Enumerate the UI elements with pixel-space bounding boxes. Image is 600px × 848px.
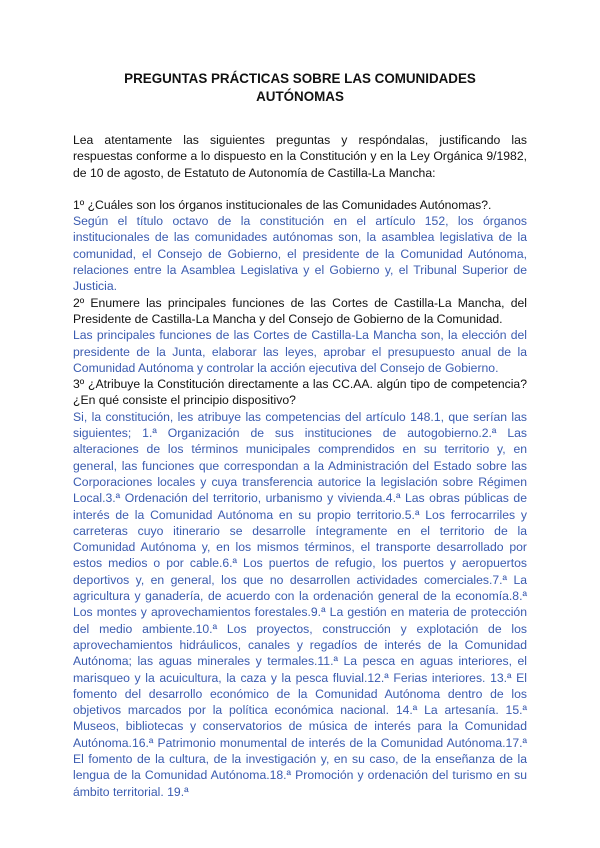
- question-2: 2º Enumere las principales funciones de las Cortes de Castilla-La Mancha, del Presidente de Castilla-La Mancha y del Consejo de Gobierno de la Comunidad.: [73, 295, 527, 326]
- question-1: 1º ¿Cuáles son los órganos institucionales de las Comunidades Autónomas?.: [73, 197, 492, 212]
- page-title: PREGUNTAS PRÁCTICAS SOBRE LAS COMUNIDADES AUTÓNOMAS: [124, 71, 476, 104]
- answer-3: Si, la constitución, les atribuye las competencias del artículo 148.1, que serían las siguientes; 1.ª Organización de sus instituciones de autogobierno.2.ª Las alteraciones de los términos municipales comprendidos en su territorio y, en general, las funciones que correspondan a la Administración del Estado sobre las Corporaciones locales y cuya transferencia autorice la legislación sobre Régimen Local.3.ª Ordenación del territorio, urbanismo y vivienda.4.ª Las obras públicas de interés de la Comunidad Autónoma en su propio territorio.5.ª Los ferrocarriles y carreteras cuyo itinerario se desarrolle íntegramente en el territorio de la Comunidad Autónoma y, en los mismos términos, el transporte desarrollado por estos medios o por cable.6.ª Los puertos de refugio, los puertos y aeropuertos deportivos y, en general, los que no desarrollen actividades comerciales.7.ª La agricultura y ganadería, de acuerdo con la ordenación general de la economía.8.ª Los montes y aprovechamientos forestales.9.ª La gestión en materia de protección del medio ambiente.10.ª Los proyectos, construcción y explotación de los aprovechamientos hidráulicos, canales y regadíos de interés de la Comunidad Autónoma; las aguas minerales y termales.11.ª La pesca en aguas interiores, el marisqueo y la acuicultura, la caza y la pesca fluvial.12.ª Ferias interiores. 13.ª El fomento del desarrollo económico de la Comunidad Autónoma dentro de los objetivos marcados por la política económica nacional. 14.ª La artesanía. 15.ª Museos, bibliotecas y conservatorios de música de interés para la Comunidad Autónoma.16.ª Patrimonio monumental de interés de la Comunidad Autónoma.17.ª El fomento de la cultura, de la investigación y, en su caso, de la enseñanza de la lengua de la Comunidad Autónoma.18.ª Promoción y ordenación del turismo en su ámbito territorial. 19.ª: [73, 409, 527, 799]
- intro-paragraph: Lea atentamente las siguientes preguntas y respóndalas, justificando las respuestas conforme a lo dispuesto en la Constitución y en la Ley Orgánica 9/1982, de 10 de agosto, de Estatuto de Autonomía de Castilla-La Mancha:: [73, 133, 527, 180]
- answer-1: Según el título octavo de la constitución en el artículo 152, los órganos institucionales de las comunidades autónomas son, la asamblea legislativa de la comunidad, el Consejo de Gobierno, el presidente de la Comunidad Autónoma, relaciones entre la Asamblea Legislativa y el Gobierno y, el Tribunal Superior de Justicia.: [73, 214, 527, 294]
- answer-2: Las principales funciones de las Cortes de Castilla-La Mancha son, la elección del presidente de la Junta, elaborar las leyes, aprobar el presupuesto anual de la Comunidad Autónoma y controlar la acción ejecutiva del Consejo de Gobierno.: [73, 328, 527, 375]
- question-3: 3º ¿Atribuye la Constitución directamente a las CC.AA. algún tipo de competencia? ¿En qué consiste el principio dispositivo?: [73, 377, 527, 408]
